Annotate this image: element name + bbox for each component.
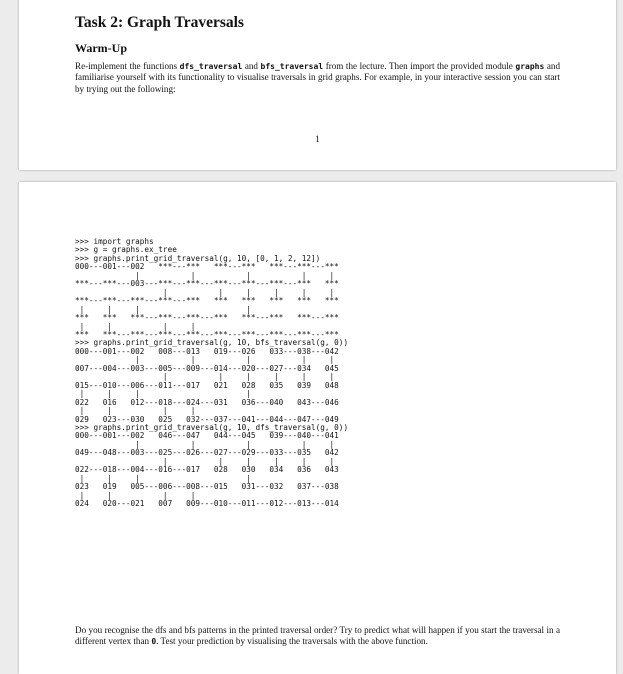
- code-line: | | | | | |: [75, 372, 335, 382]
- code-line: ***---***---***---***---*** *** *** *** *** ***: [75, 296, 339, 306]
- code-line: | | | | |: [75, 355, 335, 365]
- document-page-1: [19, 0, 616, 170]
- intro-text-2: and: [242, 61, 261, 71]
- code-line: 022---018---004---016---017 028 030 034 036 043: [75, 465, 339, 475]
- intro-text-4: and familiarise yourself with its functionality to visualise traversals in grid graphs. For example, in your interactive session you can start by trying out the following:: [75, 61, 560, 94]
- code-listing: [75, 238, 348, 509]
- code-line: | | | |: [75, 473, 251, 483]
- code-line: | | | | |: [75, 439, 335, 449]
- code-line: *** *** ***---***---***---*** ***---*** ***---***: [75, 313, 339, 323]
- code-graphs-module: graphs: [515, 62, 545, 71]
- code-line: >>> graphs.print_grid_traversal(g, 10, dfs_traversal(g, 0)): [75, 422, 349, 432]
- code-line: *** ***---***---***---***---***---***---***---***---***: [75, 329, 339, 339]
- document-page-2: [19, 182, 616, 674]
- code-line: 015---010---006---011---017 021 028 035 039 048: [75, 380, 339, 390]
- outro-text-1: Do you recognise the dfs and bfs patterns in the printed traversal order? Try to predict what will happen if you start the traversal in a different vertex than: [75, 625, 560, 647]
- code-line: 029 023---030 025 032---037---041---044---047---049: [75, 414, 339, 424]
- code-line: 049---048---003---025---026---027---029---033---035 042: [75, 448, 339, 458]
- code-line: 007---004---003---005---009---014---020---027---034 045: [75, 363, 339, 373]
- code-line: | | | |: [75, 406, 196, 416]
- code-line: | | | |: [75, 304, 251, 314]
- code-line: >>> import graphs: [75, 237, 154, 246]
- outro-paragraph: [75, 625, 560, 648]
- code-line: >>> graphs.print_grid_traversal(g, 10, [0, 1, 2, 12]): [75, 253, 321, 263]
- code-line: | | | | | |: [75, 287, 335, 297]
- code-line: ***---***---003---***---***---***---***---***---*** ***: [75, 279, 339, 289]
- section-title: Warm-Up: [75, 41, 127, 55]
- code-line: 024 020---021 007 009---010---011---012---013---014: [75, 499, 339, 509]
- code-zero: 0: [151, 637, 157, 647]
- outro-text-2: . Test your prediction by visualising the traversals with the above function.: [156, 636, 428, 647]
- code-line: | | | |: [75, 389, 251, 399]
- intro-text-1: Re-implement the functions: [75, 61, 180, 71]
- code-line: | | | | |: [75, 270, 335, 280]
- code-line: 000---001---002 046---047 044---045 039---040---041: [75, 431, 339, 441]
- code-bfs-traversal: bfs_traversal: [260, 62, 324, 71]
- code-line: | | | | | |: [75, 456, 335, 466]
- page-number: 1: [315, 134, 320, 144]
- code-line: 000---001---002 008---013 019---026 033---038---042: [75, 346, 339, 356]
- code-line: 023 019 005---006---008---015 031---032 037---038: [75, 482, 339, 492]
- code-line: 000---001---002 ***---*** ***---*** ***---***---***: [75, 262, 339, 272]
- code-line: | | | |: [75, 321, 196, 331]
- code-line: >>> g = graphs.ex_tree: [75, 245, 177, 255]
- task-title: Task 2: Graph Traversals: [75, 14, 244, 31]
- intro-paragraph: [75, 61, 560, 95]
- code-line: >>> graphs.print_grid_traversal(g, 10, bfs_traversal(g, 0)): [75, 338, 349, 348]
- code-line: | | | |: [75, 490, 196, 500]
- intro-text-3: from the lecture. Then import the provided module: [323, 61, 516, 71]
- code-dfs-traversal: dfs_traversal: [179, 62, 243, 71]
- code-line: 022 016 012---018---024---031 036---040 043---046: [75, 397, 339, 407]
